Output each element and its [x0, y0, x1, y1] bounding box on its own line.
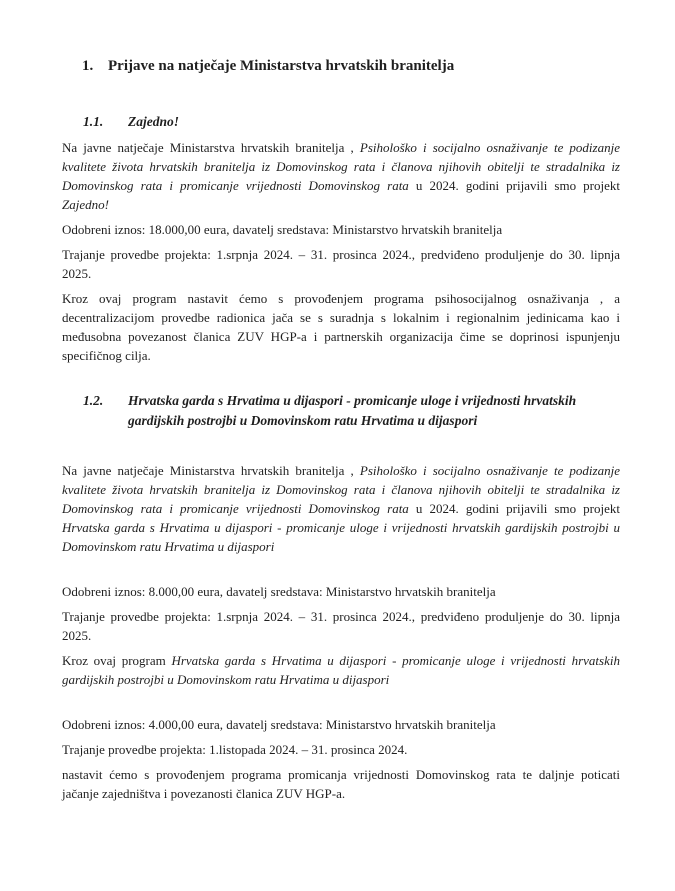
section1-intro-run1: Na javne natječaje Ministarstva hrvatskih branitelja , — [62, 140, 360, 155]
section2-project1-duration-line: Trajanje provedbe projekta: 1.srpnja 2024. – 31. prosinca 2024., predviđeno produljenje do 30. lipnja 2025. — [62, 609, 620, 643]
section1-project-name: Zajedno! — [62, 197, 109, 212]
section2-project2-duration-line: Trajanje provedbe projekta: 1.listopada 2024. – 31. prosinca 2024. — [62, 742, 408, 757]
section2-project-name: Hrvatska garda s Hrvatima u dijaspori - promicanje uloge i vrijednosti hrvatskih gardijskih postrojbi u Domovinskom ratu Hrvatima u dijaspori — [62, 520, 620, 554]
section2-description-paragraph: nastavit ćemo s provođenjem programa promicanja vrijednosti Domovinskog rata te daljnje poticati jačanje zajedništva i povezanosti članica ZUV HGP-a. — [62, 767, 620, 801]
subsection-1-2-title: Hrvatska garda s Hrvatima u dijaspori - promicanje uloge i vrijednosti hrvatskih gardijskih postrojbi u Domovinskom ratu Hrvatima u dijaspori — [128, 393, 577, 428]
section1-intro-paragraph — [62, 138, 620, 214]
section2-project2-amount-line: Odobreni iznos: 4.000,00 eura, davatelj sredstava: Ministarstvo hrvatskih branitelja — [62, 717, 496, 732]
chapter-heading — [62, 56, 620, 76]
chapter-number: 1. — [82, 58, 94, 74]
section1-programme-title: Psihološko i socijalno osnaživanje te podizanje kvalitete života hrvatskih branitelja iz Domovinskog rata i članova njihovih obitelji te stradalnika iz Domovinskog rata i promicanje vrijednosti Domovinskog rata — [62, 140, 620, 193]
subsection-heading-1-1 — [62, 112, 620, 132]
chapter-title: Prijave na natječaje Ministarstva hrvatskih branitelja — [108, 58, 455, 74]
section2-intro-paragraph — [62, 461, 620, 556]
section2-intro-run1: Na javne natječaje Ministarstva hrvatskih branitelja , — [62, 463, 360, 478]
section1-amount-line: Odobreni iznos: 18.000,00 eura, davatelj sredstava: Ministarstvo hrvatskih branitelja — [62, 222, 503, 237]
section1-duration-line: Trajanje provedbe projekta: 1.srpnja 2024. – 31. prosinca 2024., predviđeno produljenje do 30. lipnja 2025. — [62, 247, 620, 281]
section2-program-paragraph — [62, 651, 620, 689]
subsection-1-1-title: Zajedno! — [128, 114, 180, 129]
section2-intro-run3: u 2024. godini prijavili smo projekt — [408, 501, 620, 516]
subsection-heading-1-2 — [62, 391, 620, 431]
section2-program-project-name: Hrvatska garda s Hrvatima u dijaspori - promicanje uloge i vrijednosti hrvatskih gardijskih postrojbi u Domovinskom ratu Hrvatima u dijaspori — [62, 653, 620, 687]
section1-intro-run3: u 2024. godini prijavili smo projekt — [408, 178, 620, 193]
subsection-1-2-number: 1.2. — [83, 393, 104, 408]
section2-program-run1: Kroz ovaj program — [62, 653, 172, 668]
section1-description-paragraph: Kroz ovaj program nastavit ćemo s provođenjem programa psihosocijalnog osnaživanja , a decentralizacijom provedbe radionica jača se s suradnja s lokalnim i regionalnim jedinicama kao i međusobna povezanost članica ZUV HGP-a i partnerskih organizacija čime se doprinosi ispunjenju specifičnog cilja. — [62, 291, 620, 363]
subsection-1-1-number: 1.1. — [83, 114, 104, 129]
section2-programme-title: Psihološko i socijalno osnaživanje te podizanje kvalitete života hrvatskih branitelja iz Domovinskog rata i članova njihovih obitelji te stradalnika iz Domovinskog rata i promicanje vrijednosti Domovinskog rata — [62, 463, 620, 516]
section2-project1-amount-line: Odobreni iznos: 8.000,00 eura, davatelj sredstava: Ministarstvo hrvatskih branitelja — [62, 584, 496, 599]
